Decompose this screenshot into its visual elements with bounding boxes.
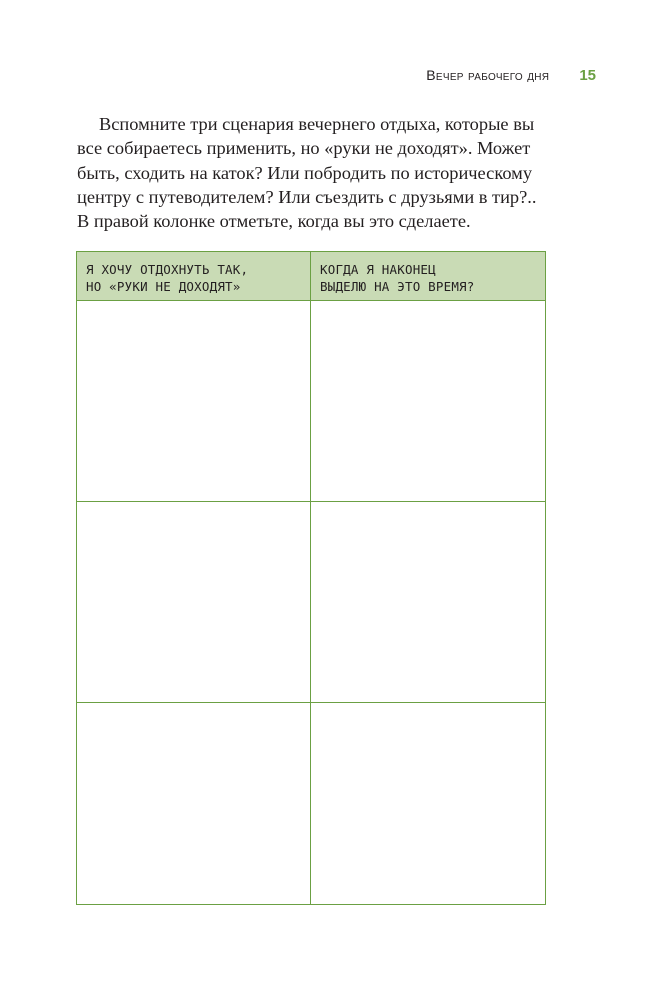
answer-cell-activity-3[interactable] — [77, 703, 311, 904]
answer-cell-when-1[interactable] — [311, 301, 545, 502]
intro-line: В правой колонке отметьте, когда вы это сделаете. — [77, 211, 471, 232]
answer-cell-when-3[interactable] — [311, 703, 545, 904]
column-header-line: Я ХОЧУ ОТДОХНУТЬ ТАК, — [86, 262, 249, 277]
answer-cell-when-2[interactable] — [311, 502, 545, 703]
answer-cell-activity-1[interactable] — [77, 301, 311, 502]
intro-paragraph — [77, 112, 557, 233]
running-head — [426, 67, 596, 84]
column-header-line: НО «РУКИ НЕ ДОХОДЯТ» — [86, 279, 241, 294]
intro-line: Вспомните три сценария вечернего отдыха, которые вы — [99, 114, 535, 134]
intro-line: быть, сходить на каток? Или побродить по историческому — [77, 162, 533, 183]
column-header-activity — [77, 252, 311, 301]
answer-cell-activity-2[interactable] — [77, 502, 311, 703]
running-title: Вечер рабочего дня — [426, 67, 550, 83]
page-number: 15 — [579, 67, 596, 84]
worksheet-table — [76, 251, 546, 905]
intro-line: все собираетесь применить, но «руки не доходят». Может — [77, 138, 531, 159]
column-header-when — [311, 252, 545, 301]
column-header-line: ВЫДЕЛЮ НА ЭТО ВРЕМЯ? — [320, 279, 475, 294]
column-header-line: КОГДА Я НАКОНЕЦ — [320, 262, 436, 277]
intro-line: центру с путеводителем? Или съездить с друзьями в тир?.. — [77, 186, 537, 207]
